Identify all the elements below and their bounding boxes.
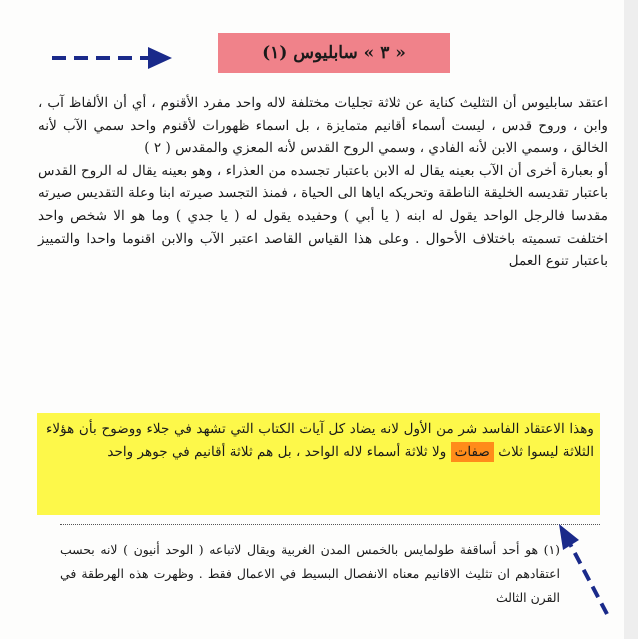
- body-text: [38, 92, 608, 273]
- arrow-up-left-icon: [555, 520, 615, 620]
- highlight-tail: ولا ثلاثة أسماء لاله الواحد ، بل هم ثلاثة أقانيم في جوهر واحد: [107, 443, 447, 460]
- paragraph-2: أو بعبارة أخرى أن الآب بعينه يقال له الابن باعتبار تجسده من العذراء ، وهو بعينه يقال له الروح القدس باعتبار تقديسه الخليقة الناطقة وتحريكه اياها الى الحياة ، فمنذ التجسد صيرته ابنا وعلة التقديس صيرته مقدسا فالرجل الواحد يقول له ابنه ( يا أبي ) وحفيده يقول له ( يا جدي ) وما هو الا شخص واحد اختلفت تسميته باختلاف الأحوال . وعلى هذا القياس القاصد اعتبر الآب والابن اقنوما واحدا والتمييز باعتبار تنوع العمل: [38, 162, 608, 270]
- page-edge: [624, 0, 638, 639]
- paragraph-1: اعتقد سابليوس أن التثليث كناية عن ثلاثة تجليات مختلفة لاله واحد مفرد الأقنوم ، أي أن الألفاظ آب ، وابن ، وروح قدس ، ليست أسماء أقانيم متمايزة ، بل اسماء ظهورات لأقنوم واحد سمي الآب لأنه الخالق ، وسمي الابن لأنه الفادي ، وسمي الروح القدس لأنه المعزي والمقدس ( ٢ ): [38, 95, 608, 157]
- highlighted-text: [46, 418, 594, 463]
- orange-highlight-word: صفات: [451, 442, 494, 462]
- highlight-sentence: وهذا الاعتقاد الفاسد شر من الأول لانه يضاد كل آيات الكتاب التي تشهد في جلاء ووضوح بأن هؤلاء الثلاثة ليسوا ثلاث: [46, 421, 594, 460]
- footnote: (١) هو أحد أساقفة طولمايس بالخمس المدن الغربية ويقال لاتباعه ( الوحد أنيون ) لانه بحسب اعتقادهم ان تثليث الاقانيم معناه الانفصال البسيط في الاعمال فقط . وظهرت هذه الهرطقة في القرن الثالث: [60, 542, 560, 605]
- footnote-divider: [60, 524, 600, 525]
- page-title: « ٣ » سابليوس (١): [218, 33, 450, 73]
- arrow-right-icon: [48, 42, 178, 72]
